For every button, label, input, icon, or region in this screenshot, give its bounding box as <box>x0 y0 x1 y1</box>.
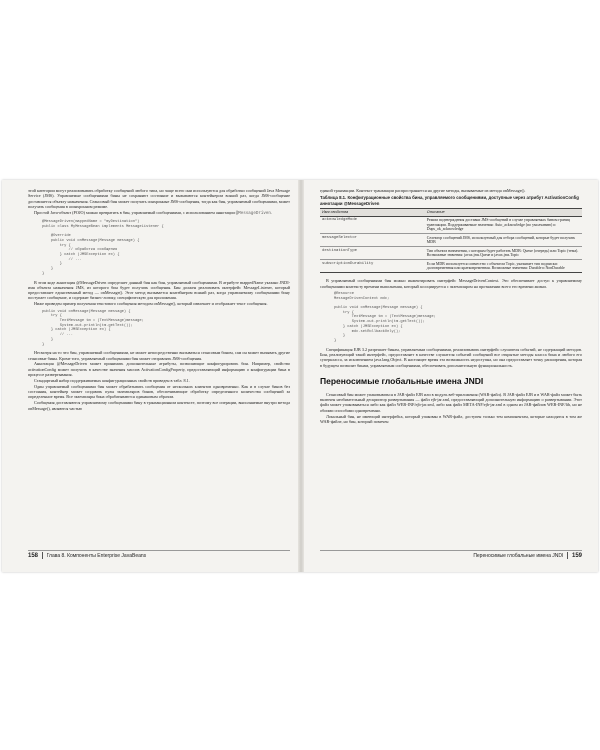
table-caption: Таблица 8.1. Конфигурационные свойства бина, управляемого сообщениями, доступные через атрибут ActivationConfig аннотации @MessageDriven <box>320 195 579 206</box>
paragraph: В управляемый сообщениями бин можно инжектировать интерфейс MessageDrivenContext. Это обеспечивает доступ к управляемому сообщениями контексту времени выполнения, который ассоциируется с экземпляром на протяжении всего его времени жизни. <box>320 278 582 289</box>
paragraph: Сеансовый бин может упаковываться в JAR-файл EJB или в модуль веб-приложения (WAR-файл). В JAR-файл EJB и в WAR-файл может быть включен необязательный дескриптор развертывания — файл ejb-jar.xml, предоставляющий дополнительную информацию о развертывании. Этот файл может упаковываться либо как файл WEB-INF/ejb-jar.xml, либо как файл META-INF/ejb-jar.xml в одном из JAR-файлов WEB-INF/lib, но не обоими способами одновременно. <box>320 391 582 413</box>
property-name: acknowledgeMode <box>320 216 425 234</box>
right-page-footer <box>320 550 582 560</box>
running-title: Глава 8. Компоненты Enterprise JavaBeans <box>46 553 147 559</box>
footer-divider <box>42 552 43 559</box>
paragraph: Стандартный набор поддерживаемых конфигурационных свойств приведен в табл. 8.1. <box>34 377 190 383</box>
book-spine <box>298 180 304 572</box>
property-name: subscriptionDurability <box>320 260 425 273</box>
table-row <box>320 234 582 247</box>
code-listing: public void onMessage(Message message) { try { TextMessage tm = (TextMessage)message; System.out.println(tm.getText()); } catch (JMSException ex) { // ... } } <box>42 309 144 347</box>
code-listing: @Resource MessageDrivenContext mdc; public void onMessage(Message message) { try { TextMessage tm = (TextMessage)message; System.out.println(tm.getText()); } catch (JMSException ex) { mdc.setRollbackOnly(); } } <box>334 291 436 343</box>
property-description: Селектор сообщений JMS, используемый для отбора сообщений, которые будет получать MDB <box>425 234 582 247</box>
property-name: destinationType <box>320 247 425 260</box>
left-page <box>28 188 290 411</box>
property-description: Тип объекта назначения, с которым будет работать MDB: Queue (очередь) или Topic (тема). Возможные значения: javax.jms.Queue и javax.jms.Topic <box>425 247 582 260</box>
property-description: Режим подтверждения доставки JMS-сообщений в случае управляемых бином границ транзакции. Поддерживаемые значения: Auto_acknowledge (по умолчанию) и Dups_ok_acknowledge <box>425 216 582 234</box>
book-spread <box>2 180 598 572</box>
paragraph: этой категории могут реализовывать обработку сообщений любого типа, но чаще всего они используются для обработки сообщений Java Message Service (JMS). Управляемые сообщениями бины не сохраняют состояние и вызываются контейнером всякий раз, когда JMS-сообщение доставляется объекту назначения. Сеансовый бин может получать синхронные JMS-сообщения, тогда как бин, управляемый сообщениями, может получать сообщения в асинхронном режиме. <box>28 188 290 209</box>
column-header-description: Описание <box>425 208 582 216</box>
right-page <box>320 188 582 425</box>
page-number: 158 <box>28 553 39 559</box>
table-row <box>320 216 582 234</box>
paragraph: В этом коде аннотация @MessageDriven определяет данный бин как бин, управляемый сообщениями. В атрибуте mappedName указано JNDI-имя объекта назначения JMS, из которого бин будет получать сообщения. Бин должен реализовать интерфейс MessageListener, который предоставляет единственный метод — onMessage(). Этот метод вызывается контейнером всякий раз, когда управляемому сообщениями бину поступает сообщение, и содержит бизнес-логику, специфическую для приложения. <box>28 279 290 301</box>
table-row <box>320 247 582 260</box>
paragraph: Простой Java-объект (POJO) можно превратить в бин, управляемый сообщениями, с использованием аннотации @MessageDriven. <box>34 209 272 216</box>
table-header-row <box>320 208 582 216</box>
config-properties-table <box>320 208 582 273</box>
code-listing: @MessageDriven(mappedName = "myDestination") public class MyMessageBean implements MessageListener { @Override public void onMessage(Message message) { try { // обработка сообщения } catch (JMSException ex) { // ... } } } <box>42 220 164 276</box>
section-heading: Переносимые глобальные имена JNDI <box>320 375 484 386</box>
table-row <box>320 260 582 273</box>
paragraph: Аннотация @MessageDriven может принимать дополнительные атрибуты, позволяющие конфигурировать бин. Например, свойство activationConfig может получить в качестве значения массив ActivationConfigProperty, предоставляющий информацию о конфигурации бина в процессе развертывания. <box>28 361 290 377</box>
column-header-name: Имя свойства <box>320 208 425 216</box>
paragraph: единой транзакции. Контекст транзакции распространяется на другие методы, вызываемые из метода onMessage(). <box>320 188 526 193</box>
page-number: 159 <box>571 553 582 559</box>
paragraph: Спецификация EJB 3.2 разрешает бинам, управляемым сообщениями, реализовывать интерфейс слушателя событий, не содержащий методов. Бин, реализующий такой интерфейс, предоставляет в качестве слушателя событий сообщений все открытые методы класса бина и любого его суперкласса, за исключением java.lang.Object. В настоящее время эта возможность недоступна, но она предоставляет точку расширения, которая в будущем позволит бинам, управляемым сообщениями, обеспечивать дополнительную функциональность. <box>320 346 582 368</box>
property-name: messageSelector <box>320 234 425 247</box>
paragraph: Ниже приведен пример получения текстового сообщения методом onMessage(), который извлекает и отображает текст сообщения. <box>34 301 268 307</box>
paragraph: Несмотря на то что бин, управляемый сообщениями, не может непосредственно вызываться сеансовым бином, сам он может вызывать другие сеансовые бины. Кроме того, управляемый сообщениями бин может отправлять JMS-сообщения. <box>28 350 290 361</box>
paragraph: Локальный бин, не имеющий интерфейса, который упакован в WAR-файл, доступен только тем компонентам, которые находятся в том же WAR-файле, но бин, который помечен <box>320 413 582 424</box>
property-description: Если MDB используется совместно с объектом Topic, указывает тип подписки: долговременная или кратковременная. Возможные значения: Durable и NonDurable <box>425 260 582 273</box>
paragraph: Сообщения доставляются управляемому сообщениями бину в транзакционном контексте, поэтому все операции, выполняемые внутри метода onMessage(), являются частью <box>28 400 290 411</box>
left-page-footer <box>28 550 290 560</box>
running-title: Переносимые глобальные имена JNDI <box>473 553 564 559</box>
footer-divider <box>567 552 568 559</box>
paragraph: Один управляемый сообщениями бин может обрабатывать сообщения от нескольких клиентов одновременно. Как и в случае бинов без состояния, контейнер может создавать пулы экземпляров бинов, обеспечивающие обработку определенного количества сообщений за определенное время. Все экземпляры бина обрабатываются одинаковым образом. <box>28 383 290 400</box>
